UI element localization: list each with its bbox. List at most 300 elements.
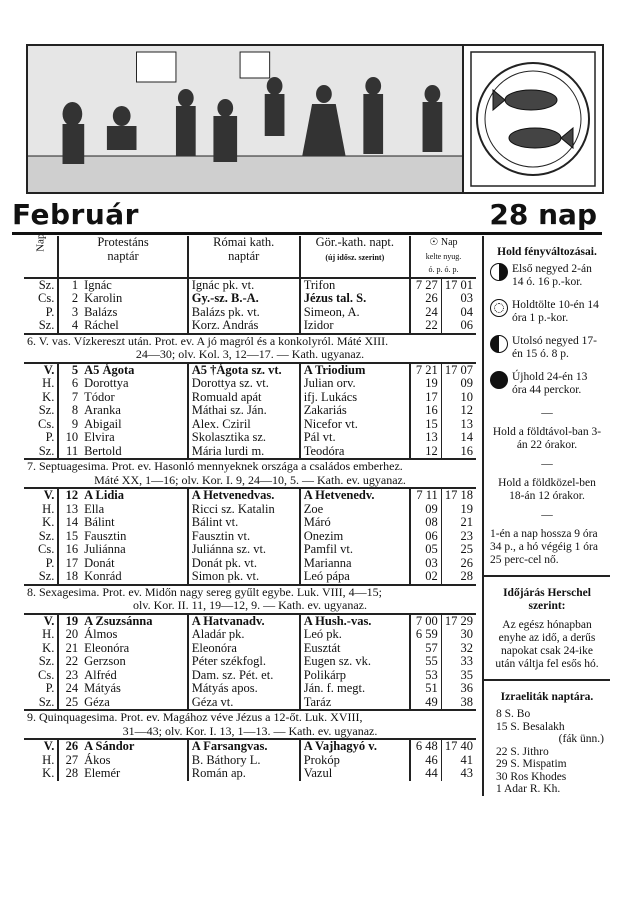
divider-dash: —: [541, 407, 553, 419]
sunrise-time: 49: [410, 696, 441, 711]
day-name: Cs.: [24, 292, 58, 306]
sunrise-time: 51: [410, 682, 441, 696]
sunset-time: 09: [460, 376, 473, 390]
day-number: 5: [58, 363, 81, 378]
roman-name: Donát pk. vt.: [188, 557, 300, 571]
week-note-line: 9. Quinquagesima. Prot. ev. Magához véve Jézus a 12-őt. Luk. XVIII,: [27, 710, 363, 724]
day-name: H.: [24, 503, 58, 517]
moon-phase-full-text: Holdtölte 10-én 14 óra 1 p.-kor.: [512, 299, 599, 324]
day-name: V.: [24, 739, 58, 754]
day-number: 20: [65, 627, 79, 641]
day-name: H.: [24, 628, 58, 642]
greek-name: Ján. f. megt.: [300, 682, 410, 696]
day-name: Sz.: [24, 278, 58, 293]
protestant-name: A Lidia: [81, 488, 188, 503]
day-number: 26: [58, 739, 81, 754]
sunset-time: 12: [460, 403, 473, 417]
divider-dash: —: [541, 509, 553, 521]
day-row: [24, 516, 476, 530]
protestant-name: Ráchel: [81, 319, 188, 334]
header-greek-line1: Gör.-kath. napt.: [315, 235, 395, 249]
roman-name: A Farsangvas.: [188, 739, 300, 754]
sunrise-time: 57: [410, 642, 441, 656]
day-name: Sz.: [24, 530, 58, 544]
greek-name: Prokóp: [300, 754, 410, 768]
header-rise-l2: ó. p.: [428, 265, 443, 274]
sunset-time: 17 40: [441, 739, 476, 754]
day-row: [24, 404, 476, 418]
greek-name: A Hush.-vas.: [300, 614, 410, 629]
roman-name: Román ap.: [188, 767, 300, 781]
protestant-name: Elvira: [81, 431, 188, 445]
greek-name: Eusztát: [300, 642, 410, 656]
protestant-name: Donát: [81, 557, 188, 571]
roman-name: Mária lurdi m.: [188, 445, 300, 460]
protestant-name: Ákos: [81, 754, 188, 768]
header-rise-l1: kelte: [425, 251, 442, 261]
day-name: P.: [24, 557, 58, 571]
protestant-name: Eleonóra: [81, 642, 188, 656]
sunrise-time: 55: [410, 655, 441, 669]
day-number: 15: [65, 528, 79, 543]
sunset-time: 43: [460, 766, 473, 780]
greek-name: Taráz: [300, 696, 410, 711]
week-note-line: 31—43; olv. Kor. I. 13, 1—13. — Kath. ev. ugyanaz.: [122, 723, 378, 738]
sunset-time: 32: [460, 640, 473, 655]
protestant-name: Elemér: [81, 767, 188, 781]
roman-name: Dam. sz. Pét. et.: [188, 669, 300, 683]
sunset-time: 23: [460, 528, 473, 543]
roman-name: Aladár pk.: [188, 628, 300, 642]
jewish-item: 8 S. Bo: [496, 708, 531, 720]
protestant-name: Tódor: [81, 391, 188, 405]
moon-phase-new: [490, 371, 604, 397]
calendar-table: [24, 233, 476, 781]
day-row: [24, 754, 476, 768]
header-sun: [410, 236, 476, 278]
sunset-time: 25: [460, 542, 473, 556]
day-number: 4: [71, 318, 79, 332]
day-row: [24, 669, 476, 683]
sunset-time: 16: [460, 443, 473, 458]
day-row: [24, 292, 476, 306]
week-note-line: Máté XX, 1—16; olv. Kor. I. 9, 24—10, 5. — Kath. ev. ugyanaz.: [94, 472, 406, 487]
day-row: [24, 278, 476, 293]
daylength-text: 1-én a nap hossza 9 óra 34 p., a hó végéig 1 óra 25 perc-cel nő.: [490, 528, 598, 566]
calendar-main: [24, 233, 476, 781]
section-divider: [484, 679, 610, 681]
header-roman-line1: Római kath.: [213, 235, 275, 249]
jewish-item: 30 Ros Khodes: [496, 770, 567, 783]
greek-name: Pál vt.: [300, 431, 410, 445]
sunrise-time: 17: [410, 391, 441, 405]
day-row: [24, 445, 476, 460]
protestant-name: Fausztin: [81, 530, 188, 544]
day-name: V.: [24, 614, 58, 629]
weather-title: Időjárás Herschel szerint:: [503, 587, 591, 612]
divider-dash: —: [541, 458, 553, 470]
week-note-line: 8. Sexagesima. Prot. ev. Midőn nagy sereg gyűlt egybe. Luk. VIII, 4—15;: [27, 584, 382, 599]
roman-name: A Hatvanadv.: [188, 614, 300, 629]
sunrise-time: 24: [410, 306, 441, 320]
sunset-time: 30: [460, 627, 473, 641]
roman-name: Ignác pk. vt.: [188, 278, 300, 293]
sunrise-time: 46: [410, 754, 441, 768]
dancing-peasants-illustration: [28, 46, 464, 192]
header-protestant-line1: Protestáns: [97, 235, 149, 249]
day-name: V.: [24, 488, 58, 503]
day-number: 16: [65, 542, 79, 556]
day-row: [24, 377, 476, 391]
jewish-calendar-title: Izraeliták naptára.: [500, 691, 594, 703]
greek-name: ifj. Lukács: [300, 391, 410, 405]
day-number: 6: [71, 376, 79, 390]
roman-name: Bálint vt.: [188, 516, 300, 530]
protestant-name: Ignác: [81, 278, 188, 293]
day-number: 19: [58, 614, 81, 629]
section-divider: [484, 575, 610, 577]
header-roman: [188, 236, 300, 278]
greek-name: Jézus tal. S.: [300, 292, 410, 306]
week-note: [24, 459, 476, 488]
header-day: [24, 233, 58, 278]
protestant-name: A Sándor: [81, 739, 188, 754]
day-name: H.: [24, 377, 58, 391]
week-note: [24, 710, 476, 739]
week-note-row: [24, 459, 476, 488]
protestant-name: Dorottya: [81, 377, 188, 391]
sunrise-time: 6 59: [410, 628, 441, 642]
greek-name: Zoe: [300, 503, 410, 517]
sunrise-time: 15: [410, 418, 441, 432]
moon-phase-new-text: Újhold 24-én 13 óra 44 perckor.: [512, 371, 588, 396]
sunrise-time: 53: [410, 669, 441, 683]
day-number: 10: [65, 430, 79, 444]
protestant-name: Álmos: [81, 628, 188, 642]
day-number: 14: [65, 515, 79, 529]
month-days-count: 28 nap: [489, 198, 597, 231]
day-row: [24, 431, 476, 445]
sun-icon: ☉: [429, 237, 439, 248]
protestant-name: A Zsuzsánna: [81, 614, 188, 629]
day-number: 28: [65, 766, 79, 780]
greek-name: Marianna: [300, 557, 410, 571]
day-row: [24, 530, 476, 544]
day-name: Cs.: [24, 543, 58, 557]
greek-name: Zakariás: [300, 404, 410, 418]
day-number: 2: [71, 291, 79, 305]
sunset-time: 10: [460, 389, 473, 404]
day-row: [24, 682, 476, 696]
sunset-time: 13: [460, 416, 473, 431]
day-row: [24, 319, 476, 334]
greek-name: Máró: [300, 516, 410, 530]
roman-name: Mátyás apos.: [188, 682, 300, 696]
day-name: K.: [24, 642, 58, 656]
protestant-name: Alfréd: [81, 669, 188, 683]
day-row: [24, 418, 476, 432]
day-name: P.: [24, 431, 58, 445]
jewish-item: 15 S. Besalakh: [496, 720, 565, 733]
day-number: 24: [65, 681, 79, 695]
header-set-l1: nyug.: [443, 251, 462, 261]
protestant-name: A5 Ágota: [81, 363, 188, 378]
week-note-row: [24, 334, 476, 363]
sunrise-time: 13: [410, 431, 441, 445]
sunrise-time: 03: [410, 557, 441, 571]
protestant-name: Bertold: [81, 445, 188, 460]
sunset-time: 14: [460, 430, 473, 444]
greek-name: Leó pk.: [300, 628, 410, 642]
sidebar: [482, 236, 604, 796]
sunrise-time: 7 21: [410, 363, 441, 378]
day-row: [24, 628, 476, 642]
moon-phase-last-text: Utolsó negyed 17-én 15 ó. 8 p.: [512, 335, 597, 360]
jewish-item: 22 S. Jithro: [496, 745, 549, 758]
protestant-name: Ella: [81, 503, 188, 517]
sunrise-time: 05: [410, 543, 441, 557]
day-row: [24, 306, 476, 320]
header-protestant-line2: naptár: [107, 248, 139, 263]
header-greek: [300, 236, 410, 278]
calendar-body: [24, 278, 476, 781]
greek-name: Simeon, A.: [300, 306, 410, 320]
sunset-time: 38: [460, 694, 473, 709]
roman-name: A Hetvenedvas.: [188, 488, 300, 503]
week-note-line: 24—30; olv. Kol. 3, 12—17. — Kath. ugyanaz.: [135, 347, 365, 361]
greek-name: A Vajhagyó v.: [300, 739, 410, 754]
sunrise-time: 44: [410, 767, 441, 781]
greek-name: Nicefor vt.: [300, 418, 410, 432]
protestant-name: Konrád: [81, 570, 188, 585]
greek-name: Vazul: [300, 767, 410, 781]
day-name: P.: [24, 306, 58, 320]
sunrise-time: 09: [410, 503, 441, 517]
day-number: 1: [71, 277, 79, 292]
day-row: [24, 570, 476, 585]
sunset-time: 35: [460, 667, 473, 682]
day-row: [24, 543, 476, 557]
sunset-time: 36: [460, 681, 473, 695]
roman-name: B. Báthory L.: [188, 754, 300, 768]
day-name: H.: [24, 754, 58, 768]
moon-title: Hold fényváltozásai.: [497, 246, 597, 258]
jewish-item: (fák ünn.): [558, 733, 604, 745]
sunset-time: 03: [460, 291, 473, 305]
day-number: 11: [66, 443, 79, 458]
greek-name: Pamfil vt.: [300, 543, 410, 557]
day-row: [24, 739, 476, 754]
roman-name: Fausztin vt.: [188, 530, 300, 544]
sunrise-time: 7 27: [410, 278, 441, 293]
perigee-text: Hold a földközel-ben 18-án 12 órakor.: [498, 477, 596, 502]
sunrise-time: 26: [410, 292, 441, 306]
apogee-text: Hold a földtávol-ban 3-án 22 órakor.: [492, 426, 602, 451]
greek-name: Onezim: [300, 530, 410, 544]
greek-name: Polikárp: [300, 669, 410, 683]
header-set-l2: ó. p.: [444, 265, 459, 274]
day-name: Cs.: [24, 669, 58, 683]
day-number: 13: [65, 501, 79, 516]
day-name: Sz.: [24, 445, 58, 460]
full-moon-icon: [490, 299, 508, 317]
moon-phase-last: [490, 335, 604, 361]
jewish-item: 1 Adar R. Kh.: [496, 783, 561, 795]
week-note-line: 7. Septuagesima. Prot. ev. Hasonló mennyeknek országa a családos emberhez.: [27, 459, 403, 473]
roman-name: Balázs pk. vt.: [188, 306, 300, 320]
roman-name: Alex. Cziril: [188, 418, 300, 432]
greek-name: Leó pápa: [300, 570, 410, 585]
day-row: [24, 696, 476, 711]
protestant-name: Mátyás: [81, 682, 188, 696]
day-name: Sz.: [24, 655, 58, 669]
day-name: Sz.: [24, 570, 58, 585]
moon-phase-full: [490, 299, 604, 325]
day-row: [24, 614, 476, 629]
day-number: 9: [71, 416, 79, 431]
week-note-line: 6. V. vas. Vízkereszt után. Prot. ev. A jó magról és a konkolyról. Máté XIII.: [27, 333, 389, 348]
jewish-item: 29 S. Mispatim: [496, 758, 567, 770]
day-row: [24, 767, 476, 781]
roman-name: Ricci sz. Katalin: [188, 503, 300, 517]
week-note-row: [24, 585, 476, 614]
sunset-time: 28: [460, 569, 473, 583]
roman-name: Péter székfogl.: [188, 655, 300, 669]
sunset-time: 04: [460, 304, 473, 319]
sunrise-time: 06: [410, 530, 441, 544]
sunrise-time: 02: [410, 570, 441, 585]
header-illustration: [26, 44, 604, 194]
sunset-time: 06: [460, 318, 473, 332]
day-number: 7: [71, 389, 79, 404]
day-row: [24, 391, 476, 405]
day-row: [24, 557, 476, 571]
protestant-name: Karolin: [81, 292, 188, 306]
roman-name: Juliánna sz. vt.: [188, 543, 300, 557]
sunrise-time: 7 00: [410, 614, 441, 629]
day-number: 17: [65, 555, 79, 570]
header-day-label: Nap: [33, 233, 46, 252]
header-units: [428, 265, 458, 274]
day-number: 3: [71, 304, 79, 319]
header-sun-label: Nap: [440, 237, 458, 248]
header-greek-line2: (új idősz. szerint): [325, 252, 385, 262]
sunset-time: 17 18: [441, 488, 476, 503]
sunset-time: 17 29: [441, 614, 476, 629]
roman-name: Korz. András: [188, 319, 300, 334]
day-number: 21: [65, 640, 79, 655]
protestant-name: Bálint: [81, 516, 188, 530]
protestant-name: Gerzson: [81, 655, 188, 669]
sunset-time: 26: [460, 555, 473, 570]
table-header: [24, 236, 476, 278]
sunrise-time: 19: [410, 377, 441, 391]
day-number: 22: [65, 654, 79, 668]
sunrise-time: 16: [410, 404, 441, 418]
sunset-time: 17 01: [444, 277, 473, 292]
roman-name: Romuald apát: [188, 391, 300, 405]
sunset-time: 17 07: [441, 363, 476, 378]
day-number: 8: [71, 403, 79, 417]
roman-name: Géza vt.: [188, 696, 300, 711]
last-quarter-moon-icon: [490, 335, 508, 353]
week-note-line: olv. Kor. II. 11, 19—12, 9. — Kath. ev. ugyanaz.: [133, 598, 367, 612]
day-number: 12: [58, 488, 81, 503]
roman-name: A5 †Ágota sz. vt.: [188, 363, 300, 378]
moon-phase-first-text: Első negyed 2-án 14 ó. 16 p.-kor.: [512, 263, 592, 288]
greek-name: Eugen sz. vk.: [300, 655, 410, 669]
sunrise-time: 7 11: [410, 488, 441, 503]
sunset-time: 41: [460, 752, 473, 767]
week-note: [24, 585, 476, 614]
roman-name: Máthai sz. Ján.: [188, 404, 300, 418]
moon-phase-first: [490, 263, 604, 289]
protestant-name: Juliánna: [81, 543, 188, 557]
day-number: 18: [65, 569, 79, 583]
day-name: Sz.: [24, 319, 58, 334]
day-name: V.: [24, 363, 58, 378]
day-row: [24, 655, 476, 669]
greek-name: A Hetvenedv.: [300, 488, 410, 503]
jewish-calendar-list: [490, 708, 604, 796]
week-note: [24, 334, 476, 363]
day-row: [24, 503, 476, 517]
week-note-row: [24, 710, 476, 739]
day-name: K.: [24, 767, 58, 781]
greek-name: Teodóra: [300, 445, 410, 460]
sunset-time: 19: [460, 501, 473, 516]
greek-name: Julian orv.: [300, 377, 410, 391]
sunset-time: 21: [460, 515, 473, 529]
header-protestant: [58, 236, 187, 278]
day-number: 23: [65, 667, 79, 682]
day-row: [24, 363, 476, 378]
day-row: [24, 488, 476, 503]
protestant-name: Aranka: [81, 404, 188, 418]
protestant-name: Balázs: [81, 306, 188, 320]
greek-name: Izidor: [300, 319, 410, 334]
day-name: P.: [24, 682, 58, 696]
roman-name: Eleonóra: [188, 642, 300, 656]
first-quarter-moon-icon: [490, 263, 508, 281]
roman-name: Skolasztika sz.: [188, 431, 300, 445]
header-rise: [426, 252, 462, 261]
new-moon-icon: [490, 371, 508, 389]
sunrise-time: 6 48: [410, 739, 441, 754]
pisces-zodiac-icon: [464, 46, 602, 192]
protestant-name: Géza: [81, 696, 188, 711]
roman-name: Simon pk. vt.: [188, 570, 300, 585]
header-roman-line2: naptár: [228, 248, 260, 263]
day-name: Sz.: [24, 696, 58, 711]
day-name: K.: [24, 516, 58, 530]
day-number: 27: [65, 752, 79, 767]
day-name: Sz.: [24, 404, 58, 418]
sunrise-time: 12: [410, 445, 441, 460]
day-name: Cs.: [24, 418, 58, 432]
protestant-name: Abigail: [81, 418, 188, 432]
greek-name: A Triodium: [300, 363, 410, 378]
greek-name: Trifon: [300, 278, 410, 293]
sunrise-time: 08: [410, 516, 441, 530]
day-number: 25: [65, 694, 79, 709]
day-name: K.: [24, 391, 58, 405]
sunrise-time: 22: [410, 319, 441, 334]
sunset-time: 33: [460, 654, 473, 668]
weather-text: Az egész hónapban enyhe az idő, a derűs napokat csak 24-ike után váltja fel esős hó.: [495, 619, 599, 670]
roman-name: Dorottya sz. vt.: [188, 377, 300, 391]
roman-name: Gy.-sz. B.-A.: [188, 292, 300, 306]
